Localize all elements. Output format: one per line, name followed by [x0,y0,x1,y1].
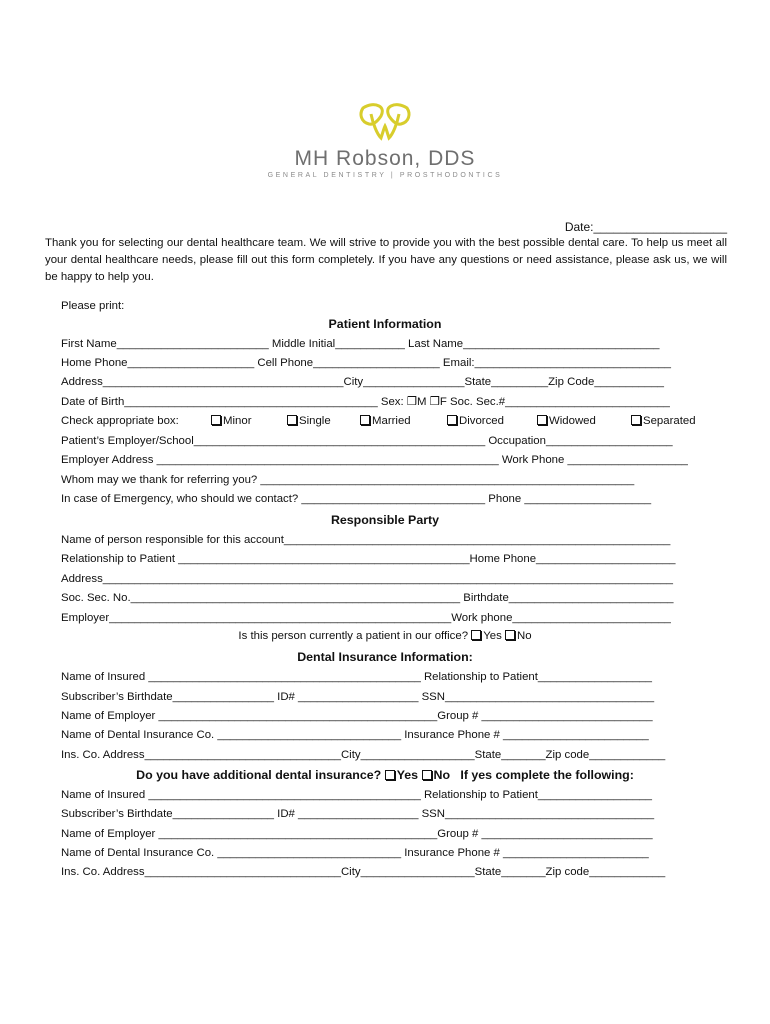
employer-address-row[interactable]: Employer Address ______________________________________________________ Work Phone ___________________ [61,454,688,466]
emergency-contact-row[interactable]: In case of Emergency, who should we contact? _____________________________ Phone ____________________ [61,493,652,505]
additional-insured-name-row[interactable]: Name of Insured ___________________________________________ Relationship to Patient__________________ [61,789,652,801]
single-checkbox[interactable]: Single [287,414,331,428]
additional-address-row[interactable]: Ins. Co. Address_______________________________City__________________State_______Zip code____________ [61,866,666,878]
additional-yes-checkbox[interactable]: Yes [385,768,418,782]
patient-phone-row[interactable]: Home Phone____________________ Cell Phone____________________ Email:_______________________________ [61,357,671,369]
subscriber-birthdate-row[interactable]: Subscriber’s Birthdate________________ ID# ___________________ SSN_________________________________ [61,691,655,703]
marital-status-row [61,414,725,428]
tooth-logo-icon [357,100,413,142]
intro-paragraph: Thank you for selecting our dental healthcare team. We will strive to provide you with the best possible dental care. To help us meet all your dental healthcare needs, please fill out this form completely. If you have any questions or need assistance, please ask us, we will be happy to help you. [45,237,727,283]
practice-tagline: GENERAL DENTISTRY | PROSTHODONTICS [267,172,503,179]
additional-employer-row[interactable]: Name of Employer ____________________________________________Group # ___________________________ [61,828,653,840]
insurance-address-row[interactable]: Ins. Co. Address_______________________________City__________________State_______Zip code____________ [61,749,666,761]
insurance-employer-row[interactable]: Name of Employer ____________________________________________Group # ___________________________ [61,710,653,722]
additional-followup-text: If yes complete the following: [460,768,634,782]
married-checkbox[interactable]: Married [360,414,411,428]
responsible-name-row[interactable]: Name of person responsible for this account_____________________________________________________________ [61,534,671,546]
check-box-label: Check appropriate box: [61,415,179,427]
responsible-party-heading: Responsible Party [330,513,440,527]
practice-logo [0,100,770,179]
responsible-relationship-row[interactable]: Relationship to Patient ______________________________________________Home Phone______________________ [61,553,676,565]
checkbox-icon [211,415,221,425]
checkbox-icon [422,770,432,780]
patient-employer-row[interactable]: Patient’s Employer/School______________________________________________ Occupation____________________ [61,435,673,447]
checkbox-icon [385,770,395,780]
date-field[interactable]: Date:____________________ [564,220,727,234]
current-patient-question: Is this person currently a patient in our office? Yes No [238,630,532,642]
checkbox-icon [447,415,457,425]
checkbox-icon [505,630,515,640]
additional-subscriber-birthdate-row[interactable]: Subscriber’s Birthdate________________ ID# ___________________ SSN_________________________________ [61,808,655,820]
responsible-address-row[interactable]: Address__________________________________________________________________________________________ [61,573,673,585]
checkbox-icon [287,415,297,425]
checkbox-icon [360,415,370,425]
patient-name-row[interactable]: First Name________________________ Middle Initial___________ Last Name_______________________________ [61,338,660,350]
separated-checkbox[interactable]: Separated [631,414,696,428]
checkbox-icon [537,415,547,425]
insurance-company-row[interactable]: Name of Dental Insurance Co. _____________________________ Insurance Phone # _______________________ [61,729,649,741]
minor-checkbox[interactable]: Minor [211,414,251,428]
additional-company-row[interactable]: Name of Dental Insurance Co. _____________________________ Insurance Phone # _______________________ [61,847,649,859]
current-patient-no-checkbox[interactable]: No [505,630,532,642]
divorced-checkbox[interactable]: Divorced [447,414,504,428]
patient-dob-row[interactable]: Date of Birth________________________________________ Sex: ❒M ❒F Soc. Sec.#__________________________ [61,396,670,408]
responsible-employer-row[interactable]: Employer______________________________________________________Work phone_________________________ [61,612,671,624]
insured-name-row[interactable]: Name of Insured ___________________________________________ Relationship to Patient__________________ [61,671,652,683]
patient-information-heading: Patient Information [328,317,442,331]
checkbox-icon [471,630,481,640]
checkbox-icon [631,415,641,425]
additional-insurance-question: Do you have additional dental insurance? Yes No If yes complete the following: [136,768,634,782]
widowed-checkbox[interactable]: Widowed [537,414,596,428]
current-patient-yes-checkbox[interactable]: Yes [471,630,502,642]
dental-insurance-heading: Dental Insurance Information: [297,650,473,664]
responsible-ssn-row[interactable]: Soc. Sec. No.____________________________________________________ Birthdate__________________________ [61,592,674,604]
referral-row[interactable]: Whom may we thank for referring you? ___________________________________________________________ [61,474,635,486]
practice-name: MH Robson, DDS [294,147,476,170]
patient-address-row[interactable]: Address______________________________________City________________State_________Zip Code___________ [61,376,665,388]
please-print-label: Please print: [61,300,125,312]
additional-no-checkbox[interactable]: No [422,768,451,782]
